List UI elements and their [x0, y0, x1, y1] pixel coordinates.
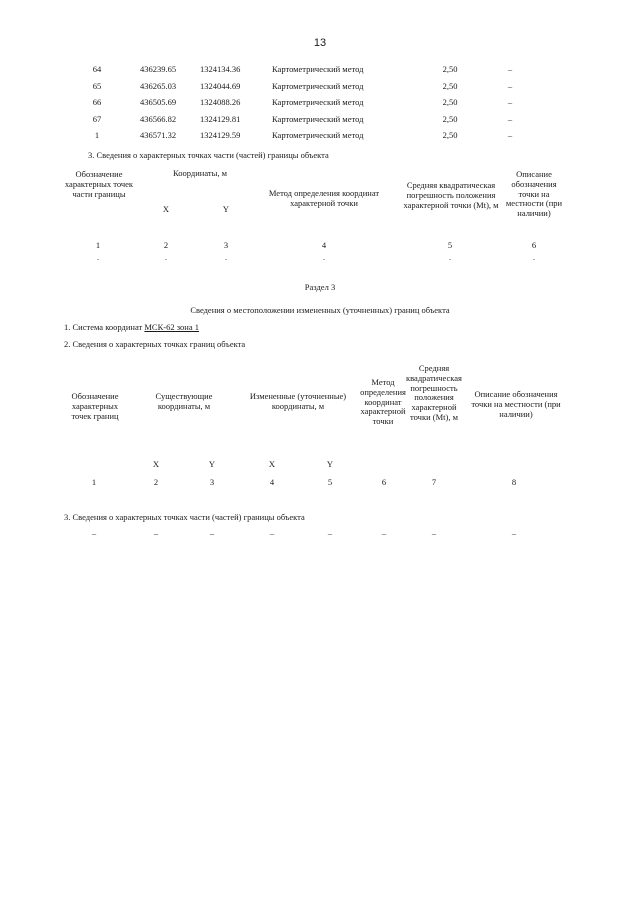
col-num-6: 6 [531, 240, 537, 250]
col-num-1: 1 [91, 477, 97, 487]
col-num-8: 8 [511, 477, 517, 487]
header-changed-y: Y [326, 459, 334, 469]
method-cell: Картометрический метод [272, 64, 364, 74]
col-num-3: 3 [209, 477, 215, 487]
empty-cell: - [97, 257, 99, 263]
col-num-4: 4 [321, 240, 327, 250]
y-coordinate-cell: 1324088.26 [200, 97, 241, 107]
parts-heading-2: 3. Сведения о характерных точках части (частей) границы объекта [64, 512, 305, 522]
points-heading: 2. Сведения о характерных точках границ объекта [64, 339, 246, 349]
x-coordinate-cell: 436265.03 [140, 80, 177, 91]
parts-heading: 3. Сведения о характерных точках части (частей) границы объекта [88, 150, 329, 160]
empty-cell: – [327, 528, 333, 538]
empty-cell: - [323, 257, 325, 263]
empty-cell: – [209, 528, 215, 538]
y-coordinate-cell: 1324134.36 [200, 64, 241, 74]
section-subtitle: Сведения о местоположении измененных (уточненных) границ объекта [190, 305, 450, 315]
empty-cell: – [511, 528, 517, 538]
mt-cell: 2,50 [442, 97, 458, 107]
empty-cell: – [381, 528, 387, 538]
method-cell: Картометрический метод [272, 113, 364, 124]
description-cell: – [507, 80, 513, 91]
col-num-2: 2 [163, 240, 169, 250]
header-x: X [162, 204, 170, 214]
point-number-cell: 64 [92, 64, 102, 74]
mt-cell: 2,50 [442, 113, 458, 124]
point-number-cell: 1 [94, 130, 100, 140]
col-num-4: 4 [269, 477, 275, 487]
header-designation: Обозначение характерных точек границ [71, 391, 119, 421]
header-designation: Обозначение характерных точек части границы [64, 169, 134, 199]
empty-cell: - [449, 257, 451, 263]
mt-cell: 2,50 [442, 130, 458, 140]
empty-cell: - [165, 257, 167, 263]
empty-cell: - [533, 257, 535, 263]
header-changed-coordinates: Измененные (уточненные) координаты, м [249, 391, 347, 411]
col-num-5: 5 [327, 477, 333, 487]
point-number-cell: 66 [92, 97, 102, 107]
col-num-3: 3 [223, 240, 229, 250]
header-description: Описание обозначения точки на местности (при наличии) [471, 389, 561, 419]
y-coordinate-cell: 1324129.59 [200, 130, 241, 140]
empty-cell: – [269, 528, 275, 538]
y-coordinate-cell: 1324044.69 [200, 80, 241, 91]
method-cell: Картометрический метод [272, 80, 364, 91]
empty-cell: - [225, 257, 227, 263]
point-number-cell: 67 [92, 113, 102, 124]
mt-cell: 2,50 [442, 80, 458, 91]
page-number: 13 [313, 37, 327, 49]
coordinate-system-label: 1. Система координат [64, 322, 145, 332]
col-num-5: 5 [447, 240, 453, 250]
header-existing-coordinates: Существующие координаты, м [155, 391, 213, 411]
coordinate-system-value: МСК-62 зона 1 [144, 322, 199, 332]
col-num-1: 1 [95, 240, 101, 250]
section-title: Раздел 3 [304, 282, 336, 292]
col-num-7: 7 [431, 477, 437, 487]
empty-cell: – [153, 528, 159, 538]
header-mt: Средняя квадратическая погрешность положения характерной точки (Мt), м [403, 180, 499, 210]
x-coordinate-cell: 436239.65 [140, 64, 177, 74]
coordinate-system-line [64, 323, 199, 333]
col-num-2: 2 [153, 477, 159, 487]
header-y: Y [222, 204, 230, 214]
x-coordinate-cell: 436571.32 [140, 130, 177, 140]
header-existing-y: Y [208, 459, 216, 469]
method-cell: Картометрический метод [272, 97, 364, 107]
empty-cell: – [91, 528, 97, 538]
header-changed-x: X [268, 459, 276, 469]
mt-cell: 2,50 [442, 64, 458, 74]
x-coordinate-cell: 436505.69 [140, 97, 177, 107]
description-cell: – [507, 97, 513, 107]
header-description: Описание обозначения точки на местности (при наличии) [505, 169, 563, 219]
header-method: Метод определения координат характерной точки [360, 377, 406, 427]
header-method: Метод определения координат характерной точки [268, 188, 380, 208]
col-num-6: 6 [381, 477, 387, 487]
point-number-cell: 65 [92, 80, 102, 91]
header-coordinates: Координаты, м [173, 168, 227, 178]
empty-cell: – [431, 528, 437, 538]
description-cell: – [507, 130, 513, 140]
header-mt: Средняя квадратическая погрешность положения характерной точки (Мt), м [406, 363, 462, 422]
y-coordinate-cell: 1324129.81 [200, 113, 241, 124]
description-cell: – [507, 64, 513, 74]
method-cell: Картометрический метод [272, 130, 364, 140]
header-existing-x: X [152, 459, 160, 469]
description-cell: – [507, 113, 513, 124]
x-coordinate-cell: 436566.82 [140, 113, 177, 124]
